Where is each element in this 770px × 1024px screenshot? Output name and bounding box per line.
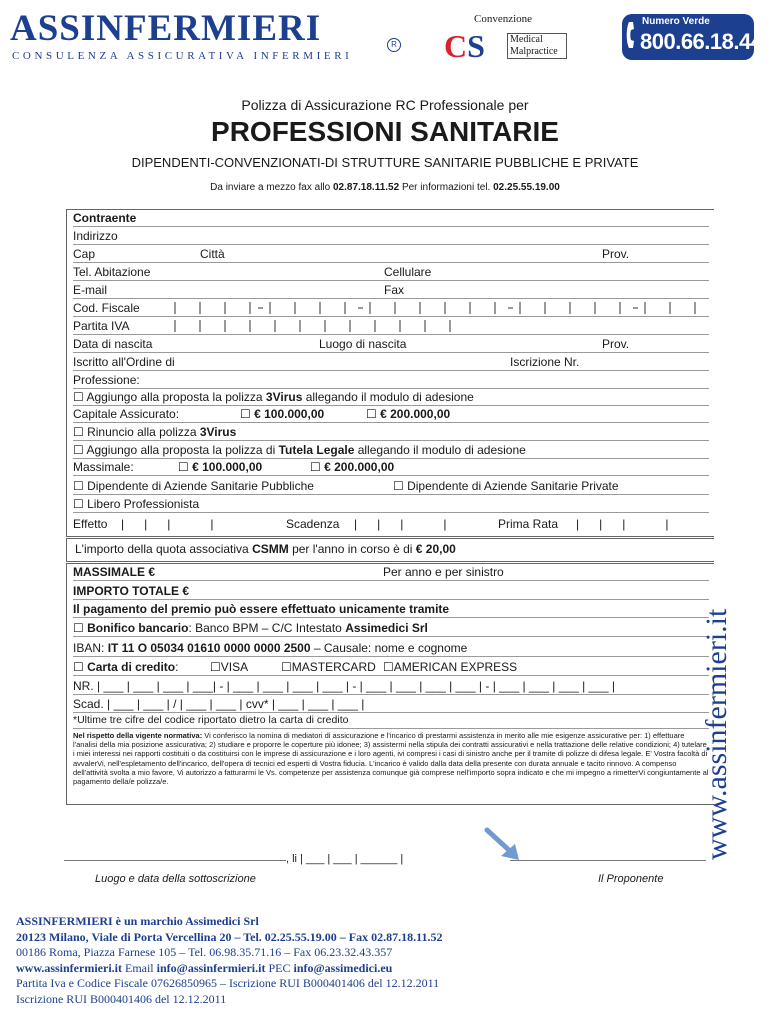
quota-csmm: CSMM bbox=[252, 542, 289, 556]
massimale-tot-label: MASSIMALE € bbox=[73, 565, 156, 579]
iban-row bbox=[73, 640, 709, 657]
bonifico-holder: Assimedici Srl bbox=[345, 621, 428, 635]
footer-email-label: Email bbox=[121, 960, 157, 975]
option-3virus-row[interactable] bbox=[73, 389, 709, 406]
massimale-200k-label: € 200.000,00 bbox=[324, 460, 395, 474]
prima-rata-cells[interactable]: | | | | bbox=[576, 517, 669, 531]
registered-mark: R bbox=[387, 38, 401, 52]
mastercard-option[interactable]: ☐MASTERCARD bbox=[281, 660, 376, 674]
libero-prof-row[interactable] bbox=[73, 496, 709, 513]
scadenza-label: Scadenza bbox=[286, 517, 340, 531]
capitale-option-100k[interactable]: ☐ € 100.000,00 bbox=[240, 407, 325, 421]
opt-tutela-pre: Aggiungo alla proposta la polizza di bbox=[86, 443, 279, 457]
effetto-cells[interactable]: | | | | bbox=[121, 517, 214, 531]
scadenza-cells[interactable]: | | | | bbox=[354, 517, 447, 531]
telefono-row[interactable] bbox=[73, 264, 709, 281]
importo-totale-label: IMPORTO TOTALE € bbox=[73, 584, 190, 598]
massimale-row[interactable] bbox=[73, 459, 709, 476]
dip-pubbliche-label: Dipendente di Aziende Sanitarie Pubbliche bbox=[87, 479, 314, 493]
bonifico-row[interactable] bbox=[73, 620, 709, 637]
side-url[interactable]: www.assinfermieri.it bbox=[700, 608, 733, 860]
opt-3virus-post: allegando il modulo di adesione bbox=[302, 390, 474, 404]
citta-label: Città bbox=[200, 247, 225, 261]
indirizzo-label: Indirizzo bbox=[73, 229, 118, 243]
legal-notice bbox=[73, 731, 709, 786]
fax-label: Fax bbox=[384, 283, 405, 297]
card-expiry-field[interactable] bbox=[73, 696, 709, 713]
prov-nascita-label: Prov. bbox=[602, 337, 630, 351]
legal-heading: Nel rispetto della vigente normativa: bbox=[73, 731, 203, 740]
iban-value: IT 11 O 05034 01610 0000 0000 2500 bbox=[107, 641, 311, 655]
opt-tutela-name: Tutela Legale bbox=[278, 443, 355, 457]
title-category: DIPENDENTI-CONVENZIONATI-DI STRUTTURE SANITARIE PUBBLICHE E PRIVATE bbox=[131, 155, 639, 170]
page-title: PROFESSIONI SANITARIE bbox=[211, 116, 559, 147]
bonifico-label: Bonifico bancario bbox=[87, 621, 189, 635]
massimale-label: Massimale: bbox=[73, 460, 134, 474]
per-anno-label: Per anno e per sinistro bbox=[383, 565, 504, 579]
amex-label: AMERICAN EXPRESS bbox=[393, 660, 518, 674]
opt-3virus-pre: Aggiungo alla proposta la polizza bbox=[86, 390, 266, 404]
causale-text: – Causale: nome e cognome bbox=[310, 641, 468, 655]
dipendente-row[interactable] bbox=[73, 478, 709, 495]
cap-label: Cap bbox=[73, 247, 96, 261]
visa-option[interactable]: ☐VISA bbox=[210, 660, 249, 674]
footer-line-5: Partita Iva e Codice Fiscale 07626850965 – Iscrizione RUI B000401406 del 12.12.2011 bbox=[16, 976, 440, 990]
pagamento-heading-row bbox=[73, 601, 709, 618]
visa-label: VISA bbox=[220, 660, 249, 674]
prima-rata-label: Prima Rata bbox=[498, 517, 559, 531]
proponente-signature-line[interactable] bbox=[510, 860, 706, 861]
footer-site-link[interactable]: www.assinfermieri.it bbox=[16, 960, 122, 975]
footer-pec-link[interactable]: info@assimedici.eu bbox=[293, 960, 393, 975]
quota-text bbox=[75, 541, 456, 557]
cs-logo-c: C bbox=[444, 28, 468, 64]
legal-text: Vi conferisco la nomina di mediatori di assicurazione e l'incarico di prestarmi assistenza in merito alle mie esigenze assicurative per: 1) effettuare l'analisi della mia posizione assicurativa; 2) studiare e proporre le coperture più idonee; 3) assistermi nella stipula dei contratti assicurativi e nella trattazione delle relative condizioni; 4) tutelare i miei interessi nei rapporti costituiti o da costituirsi con le imprese di assicurazione e i loro agenti, ivi compresi i casi di sinistro anche per il tramite di polizze di difesa legale. E' Vostra facoltà di avvalerVi, nell'espletamento dell'incarico, dell'opera di tecnici ed esperti di Vostra fiducia. L'incarico è valido dalla data della presente con durata annuale e tacito rinnovo. A compenso dell'attività svolta a mio favore, Vi autorizzo a fatturarmi le Vs. competenze per assistenza comunque già comprese nell'importo sopra indicato e che mi impegno a rimetterVi congiuntamente al pagamento della/e polizza/e. bbox=[73, 731, 709, 787]
amex-option[interactable]: ☐AMERICAN EXPRESS bbox=[383, 660, 518, 674]
footer-line-3: 00186 Roma, Piazza Farnese 105 – Tel. 06.98.35.71.16 – Fax 06.23.32.43.357 bbox=[16, 945, 393, 959]
card-number-field[interactable] bbox=[73, 678, 709, 695]
luogo-data-label: Luogo e data della sottoscrizione bbox=[95, 873, 256, 885]
numero-verde-badge[interactable] bbox=[622, 14, 763, 60]
info-prefix: Per informazioni tel. bbox=[399, 182, 494, 193]
footer-line-2: 20123 Milano, Viale di Porta Vercellina 20 – Tel. 02.25.55.19.00 – Fax 02.87.18.11.52 bbox=[16, 929, 443, 944]
iscrizione-nr-label: Iscrizione Nr. bbox=[510, 355, 580, 369]
fax-info bbox=[0, 182, 770, 193]
capitale-200k-label: € 200.000,00 bbox=[380, 407, 451, 421]
date-fill-cells: , li | ___ | ___ | ______ | bbox=[286, 853, 404, 865]
footer-line-4 bbox=[16, 961, 442, 977]
info-phone: 02.25.55.19.00 bbox=[493, 182, 560, 193]
date-signature-line[interactable] bbox=[64, 860, 286, 861]
cs-logo-s: S bbox=[467, 28, 485, 64]
cellulare-label: Cellulare bbox=[384, 265, 432, 279]
rinuncio-3virus-row[interactable] bbox=[73, 424, 709, 441]
footer-line-1: ASSINFERMIERI è un marchio Assimedici Srl bbox=[16, 914, 259, 928]
title-subtitle: Polizza di Assicurazione RC Professionale per bbox=[241, 97, 529, 113]
quota-pre: L'importo della quota associativa bbox=[75, 542, 253, 556]
professione-label: Professione: bbox=[73, 373, 140, 387]
bonifico-option[interactable]: ☐ Bonifico bancario: Banco BPM – C/C Intestato Assimedici Srl bbox=[73, 621, 428, 635]
cod-fiscale-cells bbox=[173, 302, 713, 314]
convenzione-label: Convenzione bbox=[474, 13, 533, 25]
brand-logo-subtitle: CONSULENZA ASSICURATIVA INFERMIERI bbox=[12, 50, 353, 62]
ordine-row[interactable] bbox=[73, 354, 709, 371]
partita-iva-label: Partita IVA bbox=[73, 319, 130, 333]
footer bbox=[16, 914, 442, 1007]
contraente-label: Contraente bbox=[73, 211, 137, 225]
email-label: E-mail bbox=[73, 283, 108, 297]
fax-prefix: Da inviare a mezzo fax allo bbox=[210, 182, 333, 193]
carta-label: Carta di credito bbox=[87, 660, 176, 674]
rinuncio-3virus-text: ☐ Rinuncio alla polizza 3Virus bbox=[73, 425, 237, 439]
cvv-note-row bbox=[73, 712, 709, 729]
cap-citta-row[interactable] bbox=[73, 246, 709, 263]
date-polizza-row[interactable] bbox=[73, 516, 709, 532]
tel-abitazione-label: Tel. Abitazione bbox=[73, 265, 151, 279]
capitale-label: Capitale Assicurato: bbox=[73, 407, 180, 421]
phone-icon bbox=[626, 20, 640, 57]
pagamento-heading: Il pagamento del premio può essere effettuato unicamente tramite bbox=[73, 602, 450, 616]
brand-logo-title: ASSINFERMIERI bbox=[10, 8, 322, 49]
nascita-row[interactable] bbox=[73, 336, 709, 353]
cod-fiscale-label: Cod. Fiscale bbox=[73, 301, 140, 315]
footer-line-6: Iscrizione RUI B000401406 del 12.12.2011 bbox=[16, 991, 227, 1006]
malpractice-label: Malpractice bbox=[510, 46, 558, 57]
importo-totale-field[interactable] bbox=[73, 583, 709, 600]
card-expiry-cells: Scad. | ___ | ___ | / | ___ | ___ | cvv* | ___ | ___ | ___ | bbox=[73, 697, 365, 711]
option-3virus-text: ☐ Aggiungo alla proposta la polizza 3Virus allegando il modulo di adesione bbox=[73, 390, 474, 404]
iban-text bbox=[73, 640, 467, 656]
option-tutela-text: ☐ Aggiungo alla proposta la polizza di Tutela Legale allegando il modulo di adesione bbox=[73, 443, 526, 457]
capitale-option-200k[interactable]: ☐ € 200.000,00 bbox=[366, 407, 451, 421]
carta-row[interactable] bbox=[73, 659, 709, 676]
massimale-option-100k[interactable]: ☐ € 100.000,00 bbox=[178, 460, 263, 474]
contraente-row bbox=[73, 210, 709, 227]
opt-3virus-name: 3Virus bbox=[265, 390, 303, 404]
capitale-100k-label: € 100.000,00 bbox=[254, 407, 325, 421]
partita-iva-field[interactable] bbox=[73, 318, 709, 335]
quota-row bbox=[73, 541, 709, 557]
rinuncio-name: 3Virus bbox=[199, 425, 237, 439]
proponente-label: Il Proponente bbox=[598, 873, 664, 885]
capitale-row[interactable] bbox=[73, 406, 709, 423]
iban-label: IBAN: bbox=[73, 641, 108, 655]
medical-malpractice-box bbox=[507, 33, 567, 59]
email-fax-row[interactable] bbox=[73, 282, 709, 299]
footer-pec-label: PEC bbox=[265, 960, 294, 975]
prov-label: Prov. bbox=[602, 247, 630, 261]
arrow-down-right-icon bbox=[483, 826, 523, 867]
carta-option[interactable]: ☐ Carta di credito: bbox=[73, 660, 179, 674]
opt-tutela-post: allegando il modulo di adesione bbox=[354, 443, 526, 457]
medical-label: Medical bbox=[510, 34, 543, 45]
indirizzo-field[interactable] bbox=[73, 228, 709, 245]
partita-iva-cells bbox=[173, 320, 473, 332]
option-tutela-row[interactable] bbox=[73, 442, 709, 459]
dip-pubbliche-option[interactable]: ☐ Dipendente di Aziende Sanitarie Pubbliche bbox=[73, 479, 314, 493]
quota-amount: € 20,00 bbox=[415, 542, 456, 556]
footer-email-link[interactable]: info@assinfermieri.it bbox=[156, 960, 266, 975]
data-nascita-label: Data di nascita bbox=[73, 337, 153, 351]
massimale-100k-label: € 100.000,00 bbox=[192, 460, 263, 474]
luogo-nascita-label: Luogo di nascita bbox=[319, 337, 407, 351]
card-number-cells: NR. | ___ | ___ | ___ | ___| - | ___ | ___ | ___ | ___ | - | ___ | ___ | ___ | ___ | - | ___ | ___ | ___ | ___ | bbox=[73, 679, 616, 693]
cod-fiscale-field[interactable] bbox=[73, 300, 709, 317]
libero-prof-option[interactable]: ☐ Libero Professionista bbox=[73, 497, 200, 511]
dip-private-option[interactable]: ☐ Dipendente di Aziende Sanitarie Private bbox=[393, 479, 619, 493]
dip-private-label: Dipendente di Aziende Sanitarie Private bbox=[407, 479, 619, 493]
massimale-option-200k[interactable]: ☐ € 200.000,00 bbox=[310, 460, 395, 474]
massimale-totale-field[interactable] bbox=[73, 564, 709, 581]
fax-number: 02.87.18.11.52 bbox=[332, 182, 400, 193]
quota-mid: per l'anno in corso è di bbox=[288, 542, 416, 556]
iscritto-ordine-label: Iscritto all'Ordine di bbox=[73, 355, 175, 369]
numero-verde-label: Numero Verde bbox=[642, 16, 710, 27]
rinuncio-pre: Rinuncio alla polizza bbox=[87, 425, 200, 439]
effetto-label: Effetto bbox=[73, 517, 108, 531]
numero-verde-number: 800.66.18.44 bbox=[640, 29, 763, 54]
libero-prof-label: Libero Professionista bbox=[87, 497, 200, 511]
mastercard-label: MASTERCARD bbox=[291, 660, 376, 674]
cs-logo bbox=[444, 30, 485, 62]
bonifico-text: : Banco BPM – C/C Intestato bbox=[188, 621, 346, 635]
professione-field[interactable] bbox=[73, 372, 709, 389]
cvv-note: *Ultime tre cifre del codice riportato dietro la carta di credito bbox=[73, 714, 349, 726]
